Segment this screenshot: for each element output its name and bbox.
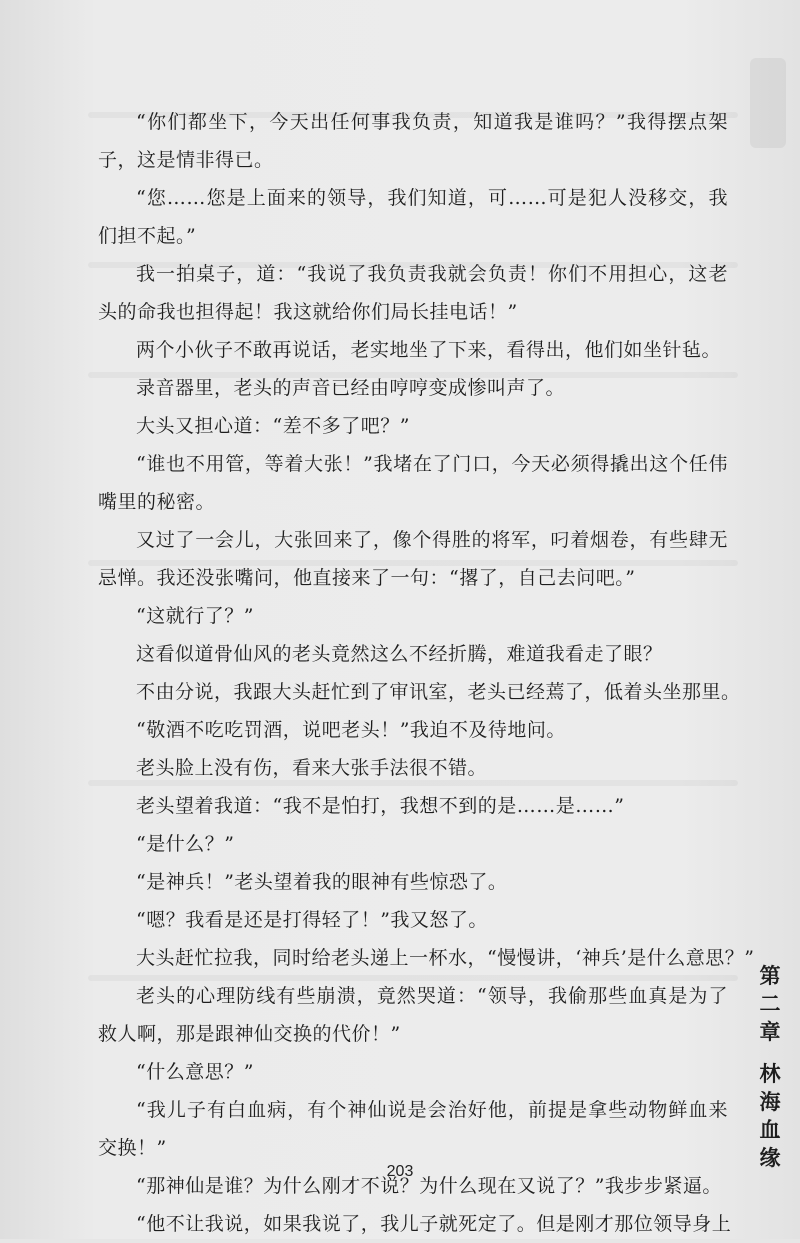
paragraph: “你们都坐下，今天出任何事我负责，知道我是谁吗？”我得摆点架子，这是情非得已。	[98, 111, 728, 171]
paragraph: 两个小伙子不敢再说话，老实地坐了下来，看得出，他们如坐针毡。	[136, 339, 722, 361]
paragraph: 老头脸上没有伤，看来大张手法很不错。	[136, 757, 488, 779]
paragraph: “那神仙是谁？为什么刚才不说？为什么现在又说了？”我步步紧逼。	[136, 1175, 722, 1197]
chapter-side-title	[752, 962, 788, 1172]
paragraph: 大头又担心道：“差不多了吧？”	[136, 415, 410, 437]
paragraph: 录音器里，老头的声音已经由哼哼变成惨叫声了。	[136, 377, 566, 399]
paragraph: 不由分说，我跟大头赶忙到了审讯室，老头已经蔫了，低着头坐那里。	[136, 681, 741, 703]
chapter-number-label: 第 二 章	[759, 963, 781, 1044]
paragraph: “是神兵！”老头望着我的眼神有些惊恐了。	[136, 871, 508, 893]
paragraph: 又过了一会儿，大张回来了，像个得胜的将军，叼着烟卷，有些肆无忌惮。我还没张嘴问，他直接来了一句：“撂了，自己去问吧。”	[98, 529, 728, 589]
page-corner-shadow	[750, 58, 786, 148]
paragraph: “嗯？我看是还是打得轻了！”我又怒了。	[136, 909, 488, 931]
paragraph: 这看似道骨仙风的老头竟然这么不经折腾，难道我看走了眼？	[136, 643, 663, 665]
paragraph: “我儿子有白血病，有个神仙说是会治好他，前提是拿些动物鲜血来交换！”	[98, 1099, 728, 1159]
page-number: 203	[386, 1163, 414, 1180]
paragraph: “是什么？”	[136, 833, 235, 855]
paragraph: “他不让我说，如果我说了，我儿子就死定了。但是刚才那位领导身上	[136, 1213, 732, 1235]
paragraph: “谁也不用管，等着大张！”我堵在了门口，今天必须得撬出这个任伟嘴里的秘密。	[98, 453, 728, 513]
paragraph: “这就行了？”	[136, 605, 254, 627]
paragraph: 老头的心理防线有些崩溃，竟然哭道：“领导，我偷那些血真是为了救人啊，那是跟神仙交换的代价！”	[98, 985, 728, 1045]
paragraph: “敬酒不吃吃罚酒，说吧老头！”我迫不及待地问。	[136, 719, 566, 741]
chapter-name-label: 林 海 血 缘	[759, 1061, 781, 1170]
paragraph: 大头赶忙拉我，同时给老头递上一杯水，“慢慢讲，‘神兵’是什么意思？”	[136, 947, 755, 969]
paragraph: “您……您是上面来的领导，我们知道，可……可是犯人没移交，我们担不起。”	[98, 187, 728, 247]
paragraph: “什么意思？”	[136, 1061, 254, 1083]
paragraph: 老头望着我道：“我不是怕打，我想不到的是……是……”	[136, 795, 625, 817]
paragraph: 我一拍桌子，道：“我说了我负责我就会负责！你们不用担心，这老头的命我也担得起！我这就给你们局长挂电话！”	[98, 263, 728, 323]
